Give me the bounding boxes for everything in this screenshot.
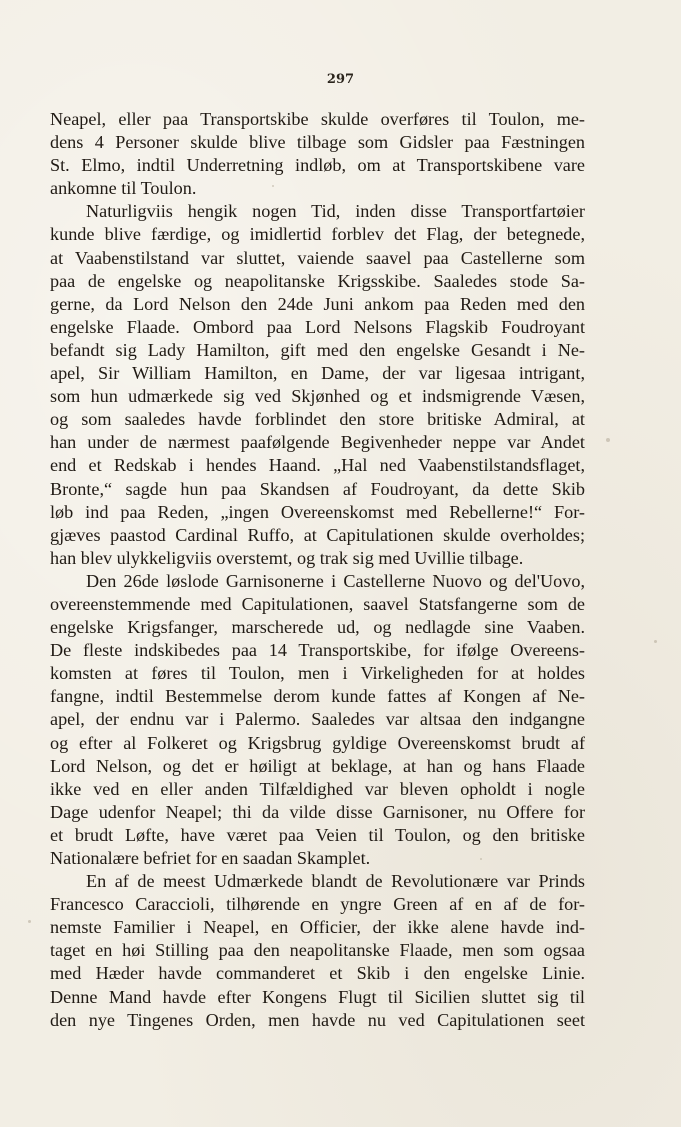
text-line: Naturligviis hengik nogen Tid, inden disse Transportfartøier: [86, 201, 585, 222]
text-line: St. Elmo, indtil Underretning indløb, om at Transportskibene vare: [50, 155, 585, 176]
text-line: den nye Tingenes Orden, men havde nu ved Capitulationen seet: [50, 1009, 585, 1030]
paragraph-1: [50, 108, 585, 200]
text-line: fangne, indtil Bestemmelse derom kunde fattes af Kongen af Ne-: [50, 686, 585, 707]
text-line: Lord Nelson, og det er høiligt at beklage, at han og hans Flaade: [50, 755, 585, 776]
paragraph-3: [50, 570, 585, 870]
text-line: og efter al Folkeret og Krigsbrug gyldige Overeenskomst brudt af: [50, 732, 585, 753]
text-line: som hun udmærkede sig ved Skjønhed og et indsmigrende Væsen,: [50, 386, 585, 407]
paper-speck: [654, 640, 657, 643]
text-line: apel, der endnu var i Palermo. Saaledes var altsaa den indgangne: [50, 709, 585, 730]
text-line: engelske Flaade. Ombord paa Lord Nelsons Flagskib Foudroyant: [50, 316, 585, 337]
paper-speck: [272, 185, 274, 187]
text-line: Denne Mand havde efter Kongens Flugt til Sicilien sluttet sig til: [50, 986, 585, 1007]
text-line: paa de engelske og neapolitanske Krigsskibe. Saaledes stode Sa-: [50, 270, 585, 291]
text-line: dens 4 Personer skulde blive tilbage som Gidsler paa Fæstningen: [50, 132, 585, 153]
text-line: kunde blive færdige, og imidlertid forblev det Flag, der betegnede,: [50, 224, 585, 245]
text-line: Neapel, eller paa Transportskibe skulde overføres til Toulon, me-: [50, 109, 585, 129]
page-number: 297: [326, 72, 355, 87]
text-line: han blev ulykkeligviis overstemt, og trak sig med Uvillie tilbage.: [50, 547, 524, 568]
paragraph-4: [50, 870, 585, 1032]
paper-speck: [480, 858, 482, 860]
body-text: [50, 108, 585, 1032]
paragraph-2: [50, 200, 585, 570]
text-line: Bronte,“ sagde hun paa Skandsen af Foudroyant, da dette Skib: [50, 478, 585, 499]
text-line: nemste Familier i Neapel, en Officier, der ikke alene havde ind-: [50, 917, 585, 938]
text-line: gjæves paastod Cardinal Ruffo, at Capitulationen skulde overholdes;: [50, 524, 585, 545]
text-line: Den 26de løslode Garnisonerne i Castellerne Nuovo og del'Uovo,: [86, 570, 585, 591]
text-line: end et Redskab i hendes Haand. „Hal ned Vaabenstilstandsflaget,: [50, 455, 585, 476]
text-line: at Vaabenstilstand var sluttet, vaiende saavel paa Castellerne som: [50, 247, 585, 268]
text-line: overeenstemmende med Capitulationen, saavel Statsfangerne som de: [50, 593, 585, 614]
text-line: taget en høi Stilling paa den neapolitanske Flaade, men som ogsaa: [50, 940, 585, 961]
text-line: ikke ved en eller anden Tilfældighed var bleven opholdt i nogle: [50, 778, 585, 799]
text-line: apel, Sir William Hamilton, en Dame, der var ligesaa intrigant,: [50, 363, 585, 384]
text-line: og som saaledes havde forblindet den store britiske Admiral, at: [50, 409, 585, 430]
text-line: En af de meest Udmærkede blandt de Revolutionære var Prinds: [86, 871, 585, 892]
text-line: De fleste indskibedes paa 14 Transportskibe, for ifølge Overeens-: [50, 640, 585, 661]
text-line: Nationalære befriet for en saadan Skamplet.: [50, 848, 371, 868]
text-line: Dage udenfor Neapel; thi da vilde disse Garnisoner, nu Offere for: [50, 801, 585, 822]
text-line: gerne, da Lord Nelson den 24de Juni ankom paa Reden med den: [50, 293, 585, 314]
paper-speck: [606, 438, 610, 442]
text-line: ankomne til Toulon.: [50, 178, 197, 199]
text-line: han under de nærmest paafølgende Begivenheder neppe var Andet: [50, 432, 585, 453]
text-line: engelske Krigsfanger, marscherede ud, og nedlagde sine Vaaben.: [50, 617, 585, 638]
paper-speck: [28, 920, 31, 923]
text-line: løb ind paa Reden, „ingen Overeenskomst med Rebellerne!“ For-: [50, 501, 585, 522]
text-line: komsten at føres til Toulon, men i Virkeligheden for at holdes: [50, 663, 585, 684]
text-line: med Hæder havde commanderet et Skib i den engelske Linie.: [50, 963, 585, 984]
text-line: et brudt Løfte, have været paa Veien til Toulon, og den britiske: [50, 824, 585, 845]
text-line: Francesco Caraccioli, tilhørende en yngre Green af en af de for-: [50, 894, 585, 915]
text-line: befandt sig Lady Hamilton, gift med den engelske Gesandt i Ne-: [50, 339, 585, 360]
